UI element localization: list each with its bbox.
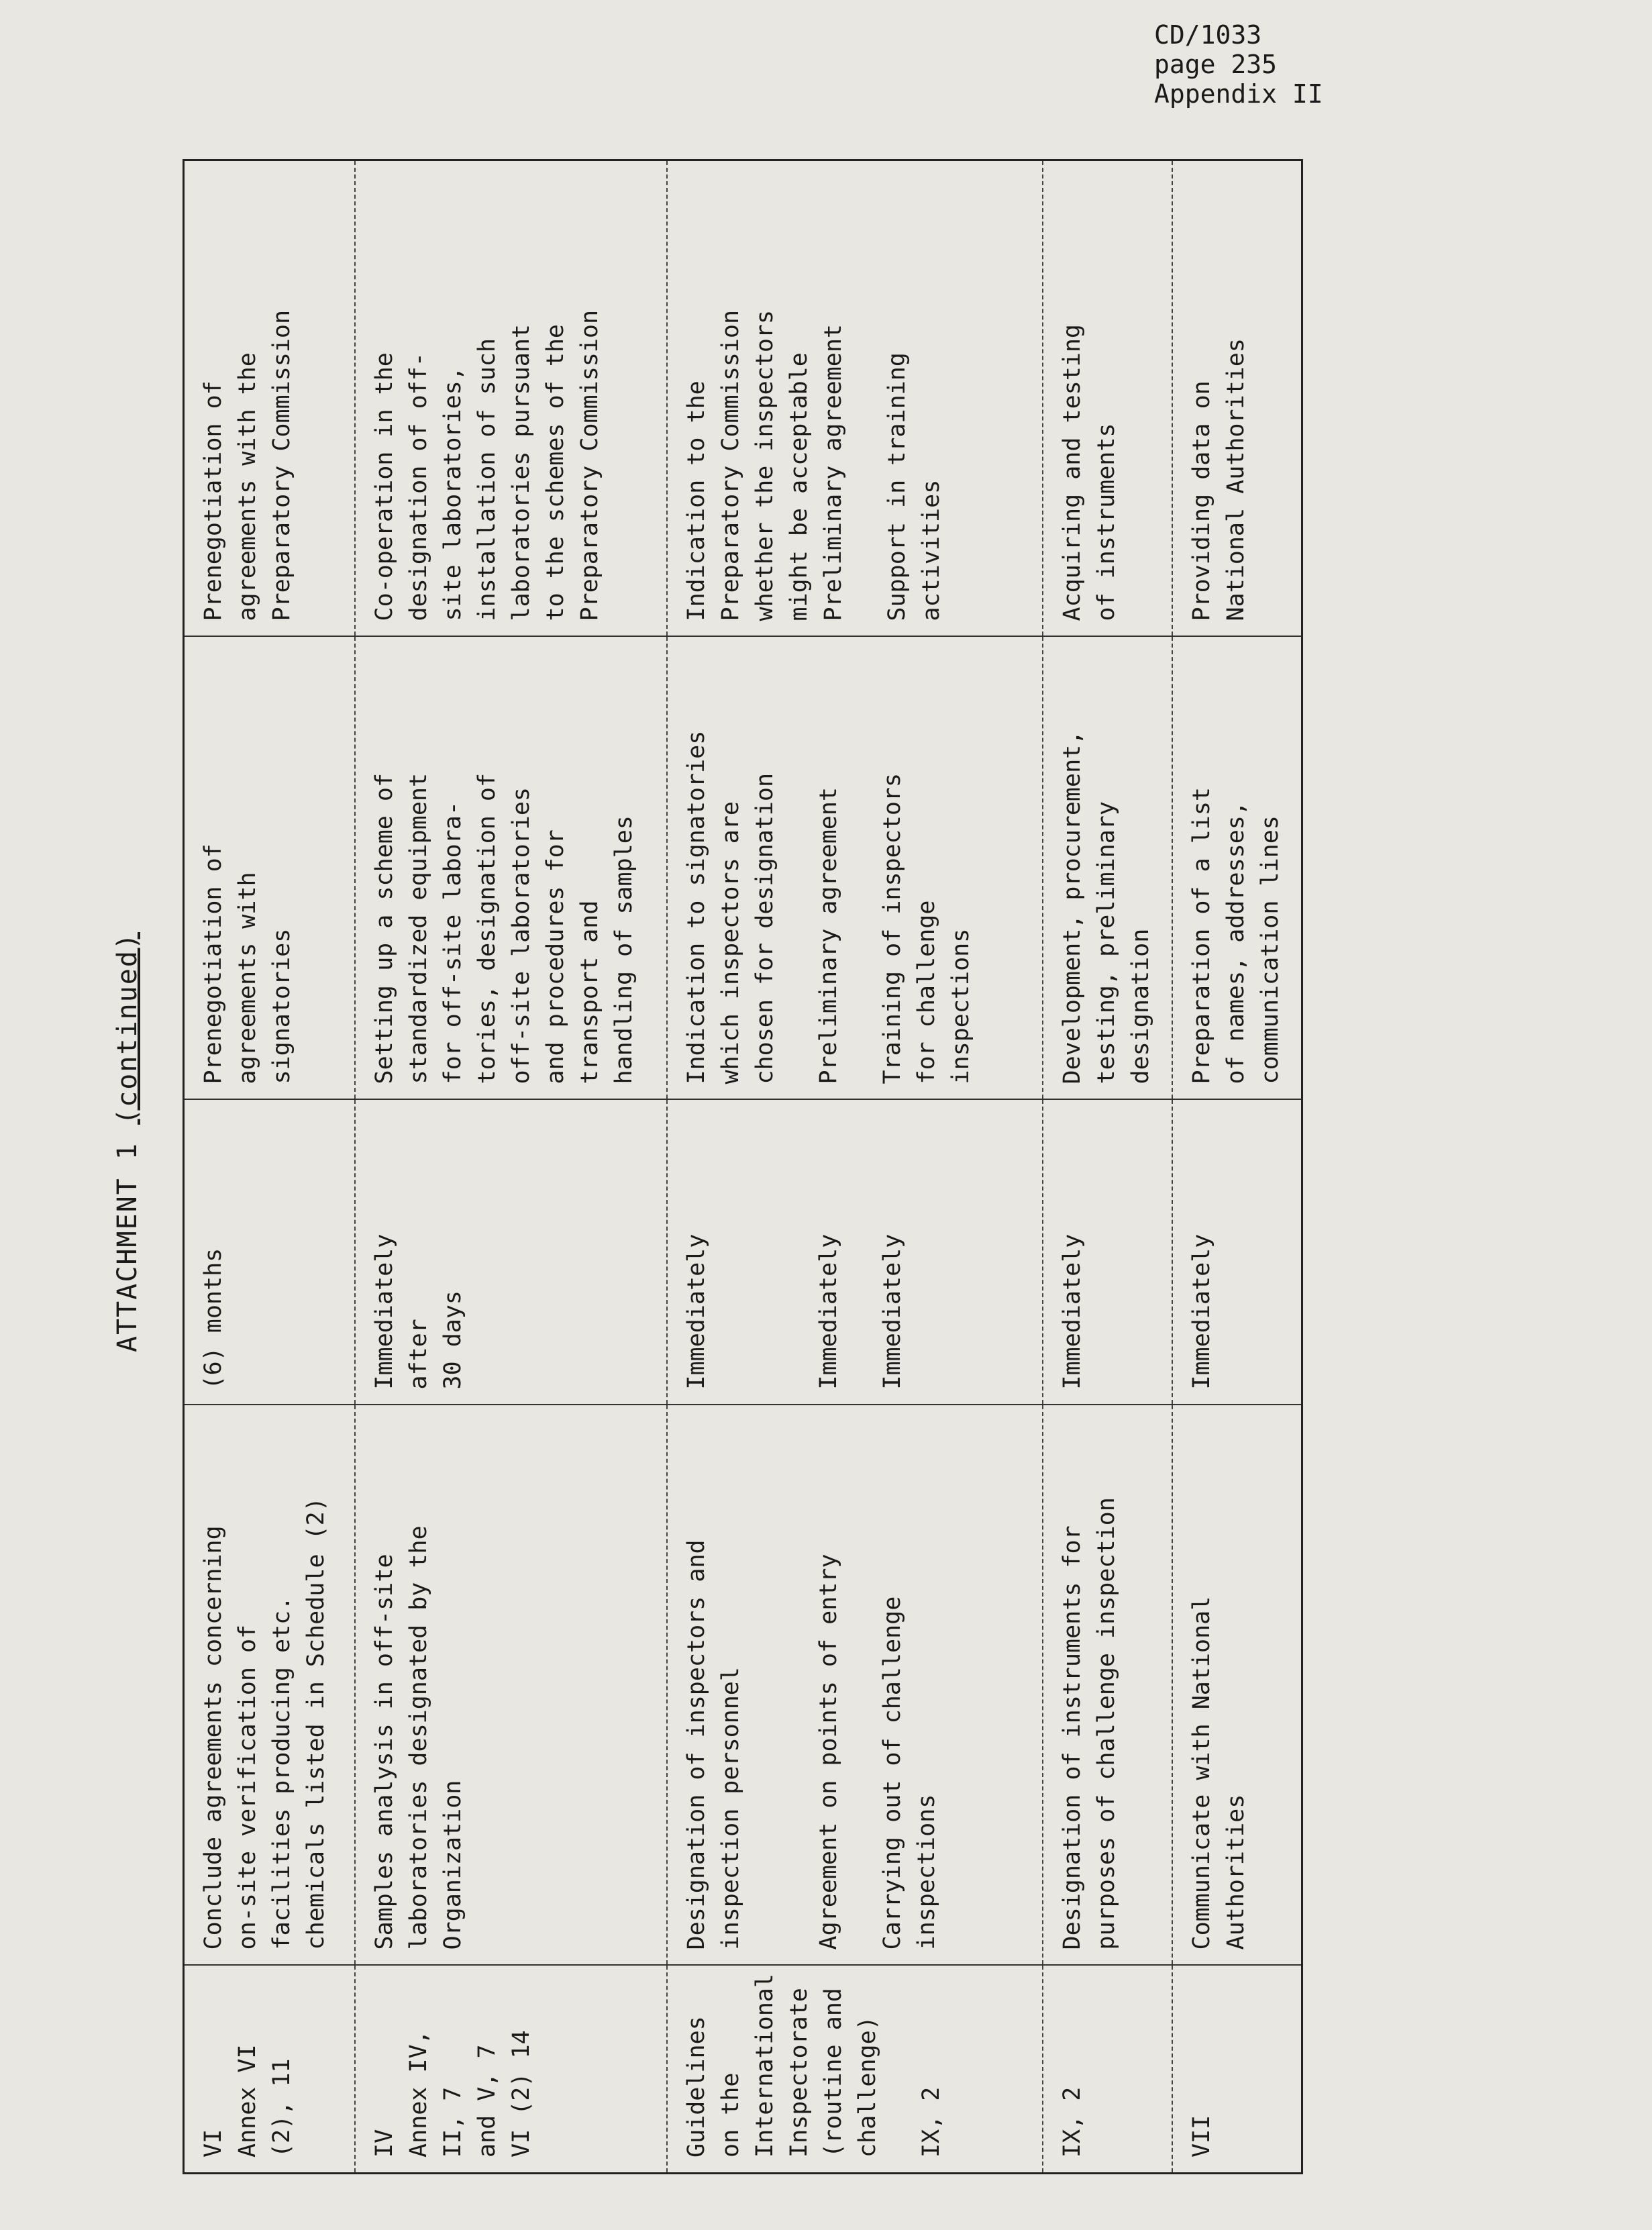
timing-cell bbox=[1172, 1100, 1302, 1405]
activity-line: Conclude agreements concerning bbox=[200, 1525, 227, 1950]
reference-line: II, 7 bbox=[439, 2086, 466, 2158]
signatories-action-line: Setting up a scheme of bbox=[370, 772, 398, 1084]
activity-line: Designation of instruments for bbox=[1058, 1525, 1086, 1950]
activity-line: laboratories designated by the bbox=[405, 1525, 432, 1950]
timing-line: Immediately bbox=[370, 1233, 398, 1390]
commission-action-line: Prenegotiation of bbox=[200, 381, 227, 621]
timing-line: Immediately bbox=[878, 1233, 906, 1390]
signatories-action-cell bbox=[1172, 637, 1302, 1100]
reference-line: Inspectorate bbox=[785, 1988, 813, 2158]
reference-line: (2), 11 bbox=[268, 2058, 295, 2158]
commission-action-line: Support in training bbox=[883, 352, 911, 621]
reference-line: and V, 7 bbox=[473, 2044, 501, 2158]
commission-action-line: National Authorities bbox=[1222, 338, 1249, 621]
signatories-action-line: for challenge bbox=[913, 900, 940, 1084]
timing-cell bbox=[1043, 1100, 1172, 1405]
table-row bbox=[355, 160, 667, 2174]
reference-cell bbox=[184, 1966, 355, 2174]
signatories-action-line: standardized equipment bbox=[405, 772, 432, 1084]
activity-line: facilities producing etc. bbox=[268, 1596, 295, 1950]
activity-line: Samples analysis in off-site bbox=[370, 1554, 398, 1950]
signatories-action-line: Indication to signatories bbox=[682, 730, 710, 1084]
commission-action-line: installation of such bbox=[473, 338, 501, 621]
reference-line: on the bbox=[717, 2072, 744, 2158]
signatories-action-line: Preliminary agreement bbox=[815, 787, 842, 1084]
signatories-action-cell bbox=[355, 637, 667, 1100]
signatories-action-line: designation bbox=[1127, 928, 1154, 1084]
activity-line: Communicate with National bbox=[1188, 1596, 1215, 1950]
table-row bbox=[667, 160, 1043, 2174]
activity-line: inspections bbox=[913, 1794, 940, 1950]
reference-line: International bbox=[751, 1974, 778, 2158]
appendix-label: Appendix II bbox=[1154, 79, 1323, 109]
signatories-action-cell bbox=[184, 637, 355, 1100]
table-row bbox=[1043, 160, 1172, 2174]
activity-cell bbox=[667, 1405, 1043, 1966]
table-row bbox=[184, 160, 355, 2174]
signatories-action-line: signatories bbox=[268, 928, 295, 1084]
timing-line: Immediately bbox=[1058, 1233, 1086, 1390]
commission-action-line: activities bbox=[917, 479, 945, 621]
signatories-action-line: transport and bbox=[576, 900, 603, 1084]
commission-action-line: Preparatory Commission bbox=[717, 309, 744, 621]
timing-line: 30 days bbox=[439, 1290, 466, 1390]
attachment-title bbox=[107, 748, 148, 1352]
signatories-action-line: testing, preliminary bbox=[1092, 801, 1120, 1084]
activity-line: Organization bbox=[439, 1780, 466, 1950]
timing-line: Immediately bbox=[682, 1233, 710, 1390]
commission-action-cell bbox=[355, 160, 667, 637]
signatories-action-line: Preparation of a list bbox=[1188, 787, 1215, 1084]
signatories-action-cell bbox=[667, 637, 1043, 1100]
commission-action-line: Providing data on bbox=[1188, 381, 1215, 621]
attachment-title-main: ATTACHMENT 1 bbox=[112, 1124, 143, 1352]
reference-line: VII bbox=[1188, 2115, 1215, 2158]
page-number: page 235 bbox=[1154, 50, 1278, 79]
activity-line: Designation of inspectors and bbox=[682, 1539, 710, 1950]
commission-action-line: Preparatory Commission bbox=[268, 309, 295, 621]
timing-line: (6) months bbox=[200, 1248, 227, 1390]
signatories-action-line: Training of inspectors bbox=[878, 772, 906, 1084]
activity-cell bbox=[355, 1405, 667, 1966]
document-symbol: CD/1033 bbox=[1154, 20, 1262, 50]
commission-action-line: Acquiring and testing bbox=[1058, 323, 1086, 621]
activity-line: Authorities bbox=[1222, 1794, 1249, 1950]
reference-cell bbox=[667, 1966, 1043, 2174]
activity-line: Carrying out of challenge bbox=[878, 1596, 906, 1950]
timing-cell bbox=[355, 1100, 667, 1405]
activity-cell bbox=[184, 1405, 355, 1966]
commission-action-line: Co-operation in the bbox=[370, 352, 398, 621]
reference-cell bbox=[1043, 1966, 1172, 2174]
activity-cell bbox=[1043, 1405, 1172, 1966]
reference-line: IX, 2 bbox=[917, 2086, 945, 2158]
reference-line: Annex IV, bbox=[405, 2030, 432, 2158]
activity-cell bbox=[1172, 1405, 1302, 1966]
signatories-action-cell bbox=[1043, 637, 1172, 1100]
signatories-action-line: communication lines bbox=[1256, 815, 1284, 1084]
signatories-action-line: and procedures for bbox=[541, 829, 569, 1084]
signatories-action-line: of names, addresses, bbox=[1222, 801, 1249, 1084]
signatories-action-line: which inspectors are bbox=[717, 801, 744, 1084]
reference-line: Guidelines bbox=[682, 2016, 710, 2158]
signatories-action-line: off-site laboratories bbox=[507, 787, 535, 1084]
reference-line: challenge) bbox=[854, 2016, 881, 2158]
attachment-table bbox=[183, 159, 1303, 2174]
signatories-action-line: Development, procurement, bbox=[1058, 730, 1086, 1084]
activity-line: on-site verification of bbox=[234, 1624, 261, 1950]
commission-action-cell bbox=[1172, 160, 1302, 637]
commission-action-line: of instruments bbox=[1092, 423, 1120, 621]
reference-line: VI bbox=[200, 2129, 227, 2158]
activity-line: purposes of challenge inspection bbox=[1092, 1497, 1120, 1950]
commission-action-line: designation of off- bbox=[405, 352, 432, 621]
reference-line: IX, 2 bbox=[1058, 2086, 1086, 2158]
attachment-title-continued: (continued) bbox=[112, 932, 143, 1125]
commission-action-line: to the schemes of the bbox=[541, 323, 569, 621]
activity-line: inspection personnel bbox=[717, 1667, 744, 1950]
signatories-action-line: chosen for designation bbox=[751, 772, 778, 1084]
commission-action-cell bbox=[184, 160, 355, 637]
commission-action-line: Indication to the bbox=[682, 381, 710, 621]
commission-action-line: laboratories pursuant bbox=[507, 323, 535, 621]
reference-cell bbox=[355, 1966, 667, 2174]
activity-line: chemicals listed in Schedule (2) bbox=[303, 1497, 329, 1950]
signatories-action-line: for off-site labora- bbox=[439, 801, 466, 1084]
signatories-action-line: handling of samples bbox=[610, 815, 637, 1084]
reference-line: (routine and bbox=[819, 1988, 847, 2158]
signatories-action-line: inspections bbox=[947, 928, 974, 1084]
signatories-action-line: tories, designation of bbox=[473, 772, 501, 1084]
timing-cell bbox=[184, 1100, 355, 1405]
commission-action-line: Preparatory Commission bbox=[576, 309, 603, 621]
commission-action-line: site laboratories, bbox=[439, 366, 466, 621]
signatories-action-line: agreements with bbox=[234, 872, 261, 1084]
table-row bbox=[1172, 160, 1302, 2174]
timing-cell bbox=[667, 1100, 1043, 1405]
timing-line: Immediately bbox=[815, 1233, 842, 1390]
reference-line: IV bbox=[370, 2129, 398, 2158]
signatories-action-line: Prenegotiation of bbox=[200, 844, 227, 1084]
reference-line: VI (2) 14 bbox=[507, 2030, 535, 2158]
timing-line: after bbox=[405, 1319, 432, 1390]
commission-action-line: whether the inspectors bbox=[751, 309, 778, 621]
rotated-attachment bbox=[107, 161, 1284, 2174]
commission-action-line: agreements with the bbox=[234, 352, 261, 621]
document-header bbox=[1154, 20, 1323, 109]
commission-action-cell bbox=[1043, 160, 1172, 637]
commission-action-cell bbox=[667, 160, 1043, 637]
timing-line: Immediately bbox=[1188, 1233, 1215, 1390]
activity-line: Agreement on points of entry bbox=[815, 1554, 842, 1950]
commission-action-line: might be acceptable bbox=[785, 352, 813, 621]
reference-line: Annex VI bbox=[234, 2044, 261, 2158]
commission-action-line: Preliminary agreement bbox=[819, 323, 847, 621]
reference-cell bbox=[1172, 1966, 1302, 2174]
